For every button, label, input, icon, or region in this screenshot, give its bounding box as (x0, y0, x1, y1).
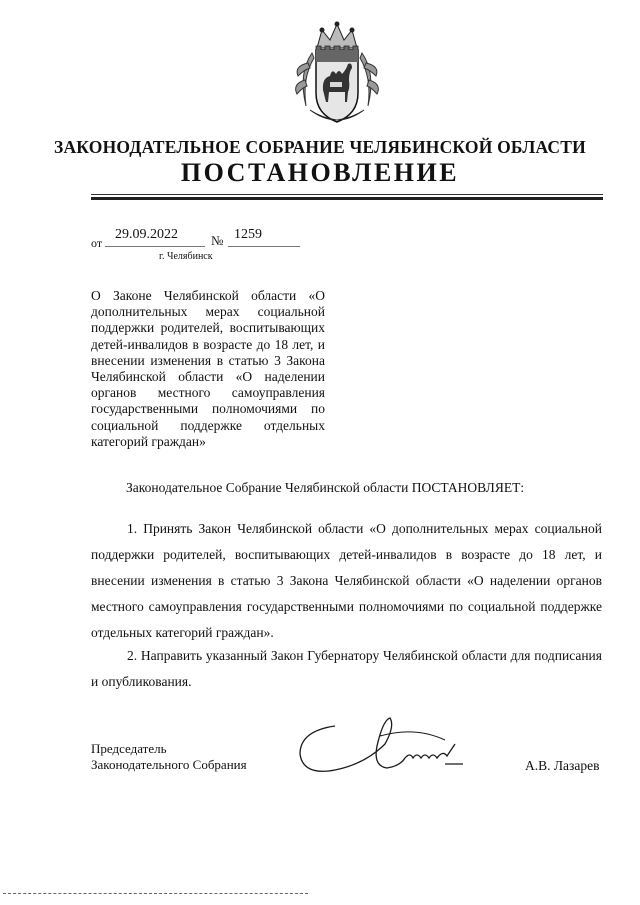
footer-divider (3, 893, 308, 894)
signer-position-line1: Председатель (91, 741, 167, 756)
date-underline (105, 246, 205, 247)
number-sign: № (211, 233, 224, 248)
header-divider-thick (91, 197, 603, 200)
item-text: 2. Направить указанный Закон Губернатору Челябинской области для подписания и опубликования. (91, 648, 602, 689)
document-city: г. Челябинск (159, 251, 213, 262)
document-date: 29.09.2022 (115, 227, 178, 242)
document-title: О Законе Челябинской области «О дополнительных мерах социальной поддержки родителей, воспитывающих детей-инвалидов в возрасте до 18 лет, и внесении изменения в статью 3 Закона Челябинской области «О наделении органов местного самоуправления государственными полномочиями по социальной поддержке отдельных категорий граждан» (91, 288, 325, 449)
organization-name: ЗАКОНОДАТЕЛЬНОЕ СОБРАНИЕ ЧЕЛЯБИНСКОЙ ОБЛАСТИ (54, 137, 586, 157)
chelyabinsk-coat-of-arms-icon (292, 18, 382, 128)
date-prefix: от (91, 236, 103, 250)
document-number: 1259 (234, 227, 262, 242)
number-underline (228, 246, 300, 247)
list-item (91, 643, 602, 695)
item-text: 1. Принять Закон Челябинской области «О дополнительных мерах социальной поддержки родителей, воспитывающих детей-инвалидов в возрасте до 18 лет, и внесении изменения в статью 3 Закона Челябинской области «О наделении органов местного самоуправления государственными полномочиями по социальной поддержке отдельных категорий граждан». (91, 521, 602, 640)
header-divider-thin (91, 194, 603, 195)
resolves-statement: Законодательное Собрание Челябинской области ПОСТАНОВЛЯЕТ: (126, 480, 525, 495)
handwritten-signature (295, 706, 475, 786)
list-item (91, 516, 602, 646)
signer-name: А.В. Лазарев (525, 758, 600, 773)
signer-position-line2: Законодательного Собрания (91, 757, 247, 772)
document-type: ПОСТАНОВЛЕНИЕ (180, 158, 460, 187)
